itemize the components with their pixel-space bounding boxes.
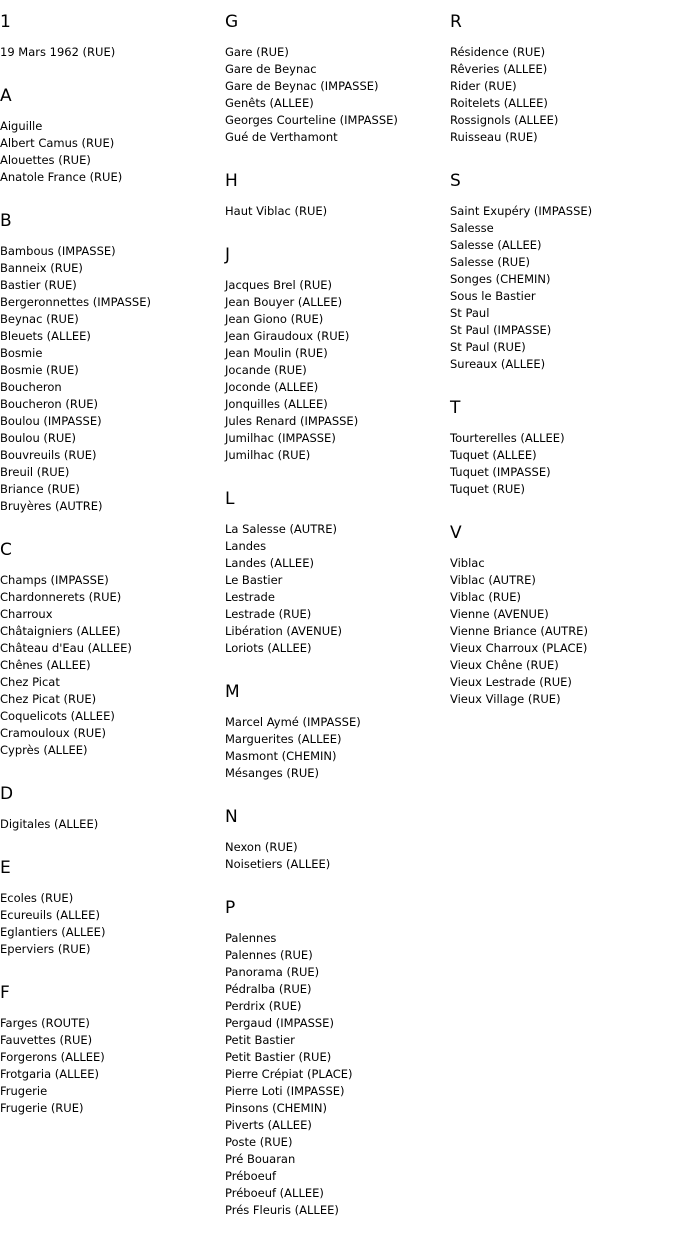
street-list bbox=[450, 44, 675, 146]
street-link[interactable]: Georges Courteline (IMPASSE) bbox=[225, 113, 398, 127]
letter-group bbox=[225, 807, 450, 873]
street-link[interactable]: Ecoles (RUE) bbox=[0, 891, 74, 905]
street-link[interactable]: Jean Moulin (RUE) bbox=[225, 346, 328, 360]
street-list bbox=[450, 555, 675, 708]
street-link[interactable]: Landes (ALLEE) bbox=[225, 556, 314, 570]
letter-group bbox=[225, 245, 450, 464]
street-link[interactable]: Bleuets (ALLEE) bbox=[0, 329, 91, 343]
letter-group bbox=[0, 784, 225, 833]
street-link[interactable]: Boucheron bbox=[0, 380, 62, 394]
street-link[interactable]: Pédralba (RUE) bbox=[225, 982, 312, 996]
street-link[interactable]: Palennes bbox=[225, 931, 277, 945]
street-link[interactable]: La Salesse (AUTRE) bbox=[225, 522, 337, 536]
street-link[interactable]: Loriots (ALLEE) bbox=[225, 641, 312, 655]
street-link[interactable]: Cramouloux (RUE) bbox=[0, 726, 106, 740]
street-link[interactable]: Chardonnerets (RUE) bbox=[0, 590, 122, 604]
street-link[interactable]: Bruyères (AUTRE) bbox=[0, 499, 103, 513]
letter-heading: T bbox=[450, 398, 461, 418]
street-link[interactable]: Lestrade (RUE) bbox=[225, 607, 312, 621]
street-link[interactable]: Roitelets (ALLEE) bbox=[450, 96, 548, 110]
street-link[interactable]: Tourterelles (ALLEE) bbox=[450, 431, 565, 445]
street-link[interactable]: Jean Bouyer (ALLEE) bbox=[225, 295, 343, 309]
street-link[interactable]: Saint Exupéry (IMPASSE) bbox=[450, 204, 593, 218]
street-link[interactable]: Vieux Village (RUE) bbox=[450, 692, 561, 706]
letter-group bbox=[450, 523, 675, 708]
street-link[interactable]: Viblac (RUE) bbox=[450, 590, 521, 604]
letter-group bbox=[0, 858, 225, 958]
street-link[interactable]: Briance (RUE) bbox=[0, 482, 80, 496]
street-link[interactable]: Charroux bbox=[0, 607, 53, 621]
letter-group bbox=[450, 171, 675, 373]
street-link[interactable]: Sureaux (ALLEE) bbox=[450, 357, 546, 371]
street-link[interactable]: Cyprès (ALLEE) bbox=[0, 743, 88, 757]
street-link[interactable]: Bouvreuils (RUE) bbox=[0, 448, 97, 462]
street-link[interactable]: Vieux Lestrade (RUE) bbox=[450, 675, 572, 689]
street-link[interactable]: Songes (CHEMIN) bbox=[450, 272, 551, 286]
street-link[interactable]: Petit Bastier bbox=[225, 1033, 295, 1047]
street-list bbox=[0, 572, 225, 759]
street-link[interactable]: Gué de Verthamont bbox=[225, 130, 338, 144]
letter-heading: G bbox=[225, 12, 239, 32]
letter-heading: L bbox=[225, 489, 235, 509]
street-list bbox=[225, 203, 450, 220]
street-link[interactable]: Palennes (RUE) bbox=[225, 948, 313, 962]
street-link[interactable]: Gare de Beynac (IMPASSE) bbox=[225, 79, 379, 93]
street-list bbox=[0, 816, 225, 833]
street-link[interactable]: Anatole France (RUE) bbox=[0, 170, 123, 184]
street-link[interactable]: Albert Camus (RUE) bbox=[0, 136, 115, 150]
letter-heading: 1 bbox=[0, 12, 11, 32]
street-link[interactable]: Breuil (RUE) bbox=[0, 465, 70, 479]
street-list bbox=[225, 44, 450, 146]
street-link[interactable]: Boulou (IMPASSE) bbox=[0, 414, 102, 428]
street-link[interactable]: Genêts (ALLEE) bbox=[225, 96, 314, 110]
street-link[interactable]: Poste (RUE) bbox=[225, 1135, 293, 1149]
street-link[interactable]: Jonquilles (ALLEE) bbox=[225, 397, 328, 411]
street-list bbox=[0, 890, 225, 958]
street-link[interactable]: Résidence (RUE) bbox=[450, 45, 546, 59]
street-link[interactable]: Farges (ROUTE) bbox=[0, 1016, 90, 1030]
street-link[interactable]: Boulou (RUE) bbox=[0, 431, 77, 445]
street-link[interactable]: Vieux Charroux (PLACE) bbox=[450, 641, 588, 655]
street-link[interactable]: Bastier (RUE) bbox=[0, 278, 77, 292]
street-list bbox=[0, 44, 225, 61]
street-link[interactable]: Landes bbox=[225, 539, 267, 553]
street-link[interactable]: Bosmie (RUE) bbox=[0, 363, 79, 377]
street-link[interactable]: Coquelicots (ALLEE) bbox=[0, 709, 115, 723]
street-link[interactable]: Pré Bouaran bbox=[225, 1152, 296, 1166]
street-list bbox=[225, 521, 450, 657]
street-link[interactable]: Salesse (ALLEE) bbox=[450, 238, 542, 252]
letter-heading: A bbox=[0, 86, 12, 106]
street-link[interactable]: Jean Giraudoux (RUE) bbox=[225, 329, 350, 343]
street-link[interactable]: Gare (RUE) bbox=[225, 45, 289, 59]
letter-group bbox=[225, 898, 450, 1219]
street-link[interactable]: Rider (RUE) bbox=[450, 79, 517, 93]
letter-heading: P bbox=[225, 898, 236, 918]
letter-group bbox=[225, 12, 450, 146]
street-link[interactable]: Préboeuf (ALLEE) bbox=[225, 1186, 324, 1200]
street-link[interactable]: Alouettes (RUE) bbox=[0, 153, 91, 167]
street-link[interactable]: Bambous (IMPASSE) bbox=[0, 244, 116, 258]
street-link[interactable]: Chênes (ALLEE) bbox=[0, 658, 91, 672]
letter-group bbox=[225, 682, 450, 782]
letter-group bbox=[0, 211, 225, 515]
street-index-column-3 bbox=[450, 0, 675, 733]
street-link[interactable]: Tuquet (ALLEE) bbox=[450, 448, 537, 462]
street-link[interactable]: Pinsons (CHEMIN) bbox=[225, 1101, 327, 1115]
street-link[interactable]: Rossignols (ALLEE) bbox=[450, 113, 559, 127]
street-link[interactable]: Jean Giono (RUE) bbox=[225, 312, 324, 326]
letter-heading: M bbox=[225, 682, 240, 702]
letter-heading: S bbox=[450, 171, 461, 191]
street-link[interactable]: Masmont (CHEMIN) bbox=[225, 749, 337, 763]
street-link[interactable]: Eglantiers (ALLEE) bbox=[0, 925, 106, 939]
street-list bbox=[225, 277, 450, 464]
street-link[interactable]: Château d'Eau (ALLEE) bbox=[0, 641, 132, 655]
street-link[interactable]: Vienne Briance (AUTRE) bbox=[450, 624, 588, 638]
street-link[interactable]: Frugerie (RUE) bbox=[0, 1101, 84, 1115]
street-link[interactable]: Le Bastier bbox=[225, 573, 283, 587]
letter-group bbox=[225, 489, 450, 657]
street-link[interactable]: Noisetiers (ALLEE) bbox=[225, 857, 331, 871]
street-link[interactable]: Digitales (ALLEE) bbox=[0, 817, 99, 831]
street-link[interactable]: Petit Bastier (RUE) bbox=[225, 1050, 332, 1064]
street-link[interactable]: Fauvettes (RUE) bbox=[0, 1033, 93, 1047]
letter-group bbox=[450, 398, 675, 498]
street-index-column-2 bbox=[225, 0, 450, 1244]
street-list bbox=[0, 118, 225, 186]
letter-group bbox=[0, 12, 225, 61]
street-link[interactable]: Champs (IMPASSE) bbox=[0, 573, 109, 587]
street-link[interactable]: Prés Fleuris (ALLEE) bbox=[225, 1203, 339, 1217]
street-link[interactable]: Eperviers (RUE) bbox=[0, 942, 91, 956]
street-link[interactable]: Lestrade bbox=[225, 590, 275, 604]
street-link[interactable]: St Paul bbox=[450, 306, 490, 320]
street-link[interactable]: Pierre Loti (IMPASSE) bbox=[225, 1084, 345, 1098]
letter-group bbox=[0, 86, 225, 186]
street-list bbox=[450, 203, 675, 373]
street-link[interactable]: Châtaigniers (ALLEE) bbox=[0, 624, 121, 638]
street-link[interactable]: Gare de Beynac bbox=[225, 62, 317, 76]
letter-heading: B bbox=[0, 211, 12, 231]
street-link[interactable]: Tuquet (IMPASSE) bbox=[450, 465, 551, 479]
street-link[interactable]: Banneix (RUE) bbox=[0, 261, 83, 275]
letter-heading: R bbox=[450, 12, 462, 32]
street-link[interactable]: Jules Renard (IMPASSE) bbox=[225, 414, 359, 428]
street-link[interactable]: Sous le Bastier bbox=[450, 289, 536, 303]
street-link[interactable]: Viblac (AUTRE) bbox=[450, 573, 536, 587]
street-link[interactable]: Pierre Crépiat (PLACE) bbox=[225, 1067, 353, 1081]
street-link[interactable]: Panorama (RUE) bbox=[225, 965, 320, 979]
letter-heading: H bbox=[225, 171, 238, 191]
street-link[interactable]: Viblac bbox=[450, 556, 485, 570]
street-link[interactable]: Vienne (AVENUE) bbox=[450, 607, 549, 621]
street-link[interactable]: Jumilhac (IMPASSE) bbox=[225, 431, 336, 445]
letter-heading: F bbox=[0, 983, 10, 1003]
street-link[interactable]: Aiguille bbox=[0, 119, 43, 133]
letter-heading: V bbox=[450, 523, 462, 543]
street-link[interactable]: Bergeronnettes (IMPASSE) bbox=[0, 295, 151, 309]
street-list bbox=[0, 1015, 225, 1117]
street-link[interactable]: Bosmie bbox=[0, 346, 43, 360]
street-list bbox=[0, 243, 225, 515]
street-link[interactable]: Salesse (RUE) bbox=[450, 255, 530, 269]
street-link[interactable]: Piverts (ALLEE) bbox=[225, 1118, 312, 1132]
street-link[interactable]: Vieux Chêne (RUE) bbox=[450, 658, 559, 672]
street-link[interactable]: Rêveries (ALLEE) bbox=[450, 62, 548, 76]
street-link[interactable]: Jacques Brel (RUE) bbox=[225, 278, 333, 292]
street-list bbox=[450, 430, 675, 498]
street-link[interactable]: Marcel Aymé (IMPASSE) bbox=[225, 715, 361, 729]
street-list bbox=[225, 839, 450, 873]
street-link[interactable]: Joconde (ALLEE) bbox=[225, 380, 319, 394]
street-link[interactable]: Libération (AVENUE) bbox=[225, 624, 342, 638]
letter-heading: C bbox=[0, 540, 12, 560]
street-link[interactable]: Marguerites (ALLEE) bbox=[225, 732, 342, 746]
street-list bbox=[225, 930, 450, 1219]
street-link[interactable]: Chez Picat (RUE) bbox=[0, 692, 97, 706]
letter-heading: N bbox=[225, 807, 238, 827]
street-link[interactable]: Haut Viblac (RUE) bbox=[225, 204, 328, 218]
letter-group bbox=[0, 540, 225, 759]
street-link[interactable]: Préboeuf bbox=[225, 1169, 277, 1183]
letter-group bbox=[225, 171, 450, 220]
street-link[interactable]: St Paul (IMPASSE) bbox=[450, 323, 552, 337]
street-link[interactable]: Mésanges (RUE) bbox=[225, 766, 319, 780]
street-link[interactable]: Tuquet (RUE) bbox=[450, 482, 526, 496]
street-link[interactable]: Nexon (RUE) bbox=[225, 840, 298, 854]
street-link[interactable]: Jocande (RUE) bbox=[225, 363, 307, 377]
street-link[interactable]: Perdrix (RUE) bbox=[225, 999, 302, 1013]
letter-heading: D bbox=[0, 784, 14, 804]
street-link[interactable]: Chez Picat bbox=[0, 675, 60, 689]
street-link[interactable]: Frotgaria (ALLEE) bbox=[0, 1067, 99, 1081]
street-link[interactable]: Beynac (RUE) bbox=[0, 312, 79, 326]
street-index-column-1 bbox=[0, 0, 225, 1142]
street-list bbox=[225, 714, 450, 782]
street-link[interactable]: Pergaud (IMPASSE) bbox=[225, 1016, 334, 1030]
letter-heading: J bbox=[225, 245, 231, 265]
street-link[interactable]: Forgerons (ALLEE) bbox=[0, 1050, 105, 1064]
street-link[interactable]: Jumilhac (RUE) bbox=[225, 448, 311, 462]
street-link[interactable]: Frugerie bbox=[0, 1084, 48, 1098]
street-link[interactable]: Boucheron (RUE) bbox=[0, 397, 99, 411]
letter-group bbox=[0, 983, 225, 1117]
street-link[interactable]: St Paul (RUE) bbox=[450, 340, 526, 354]
street-link[interactable]: 19 Mars 1962 (RUE) bbox=[0, 45, 116, 59]
street-link[interactable]: Ecureuils (ALLEE) bbox=[0, 908, 100, 922]
letter-group bbox=[450, 12, 675, 146]
street-link[interactable]: Ruisseau (RUE) bbox=[450, 130, 538, 144]
letter-heading: E bbox=[0, 858, 11, 878]
street-link[interactable]: Salesse bbox=[450, 221, 494, 235]
